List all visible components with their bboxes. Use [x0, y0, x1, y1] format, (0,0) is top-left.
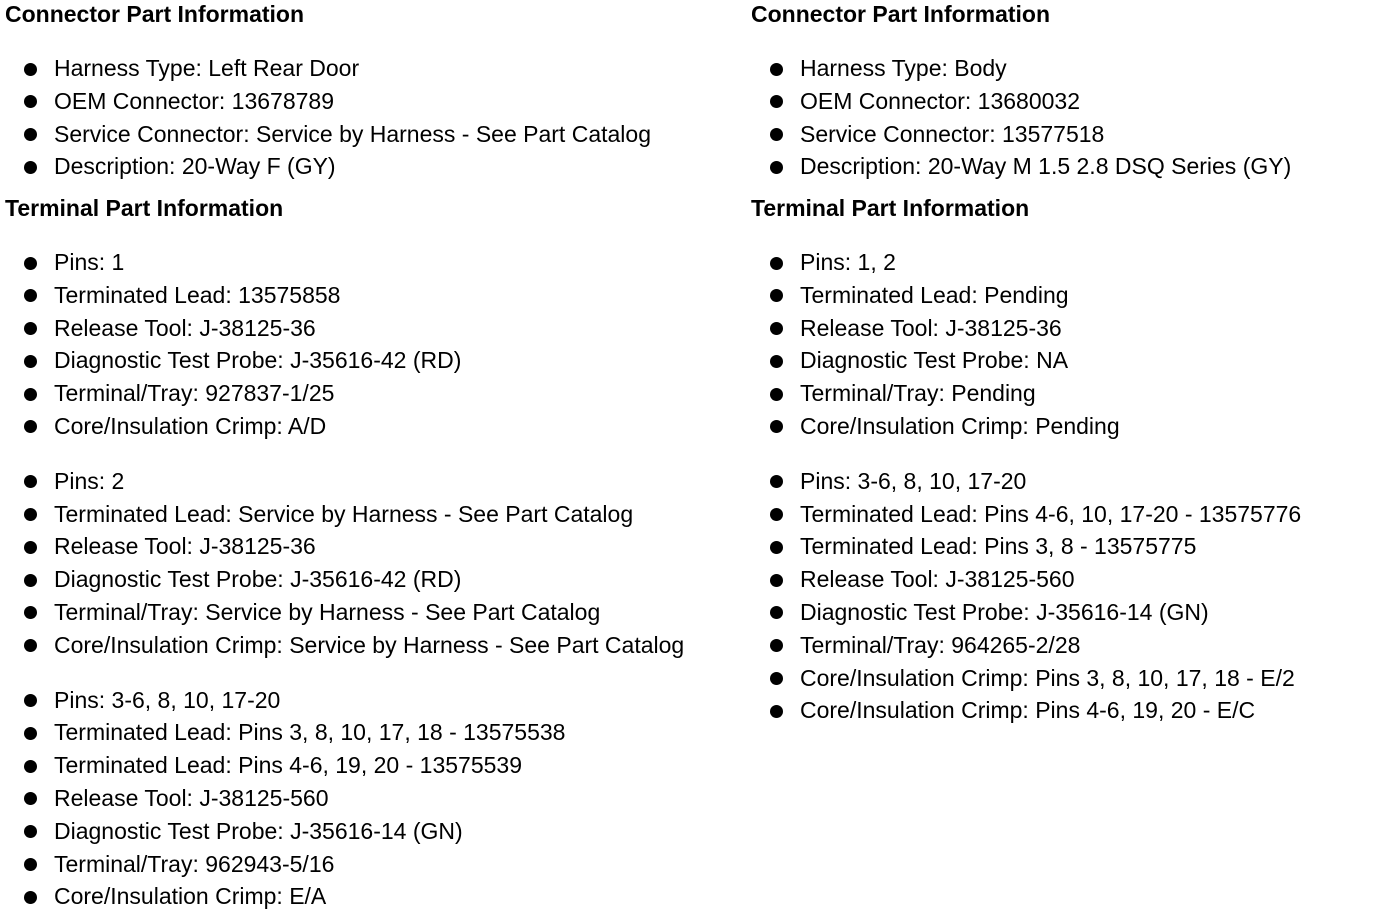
list-item-text: Terminal/Tray: 927837-1/25: [54, 380, 335, 407]
group-spacer: [751, 443, 1371, 465]
bullet-icon: [24, 639, 37, 652]
bullet-icon: [770, 128, 783, 141]
connector-heading: Connector Part Information: [751, 1, 1051, 27]
terminal-group-2: [5, 465, 745, 662]
list-item: [5, 782, 745, 815]
group-spacer: [5, 662, 745, 684]
list-item: [5, 279, 745, 312]
list-item: [751, 85, 1371, 118]
bullet-icon: [770, 257, 783, 270]
bullet-icon: [24, 289, 37, 302]
bullet-icon: [24, 606, 37, 619]
list-item-text: Description: 20-Way M 1.5 2.8 DSQ Series (GY): [800, 153, 1292, 180]
bullet-icon: [770, 355, 783, 368]
bullet-icon: [24, 760, 37, 773]
bullet-icon: [770, 541, 783, 554]
list-item-text: Harness Type: Left Rear Door: [54, 55, 360, 81]
bullet-icon: [770, 322, 783, 335]
bullet-icon: [24, 355, 37, 368]
list-item-text: Terminated Lead: Service by Harness - See Part Catalog: [54, 500, 634, 527]
bullet-icon: [770, 161, 783, 174]
bullet-icon: [24, 161, 37, 174]
list-item: [5, 312, 745, 345]
bullet-icon: [770, 705, 783, 718]
connector-list: [5, 52, 745, 183]
list-item-text: Release Tool: J-38125-560: [54, 784, 329, 811]
list-item: [5, 410, 745, 443]
list-item-text: Terminal/Tray: 962943-5/16: [54, 850, 335, 877]
bullet-icon: [770, 639, 783, 652]
bullet-icon: [24, 388, 37, 401]
bullet-icon: [24, 694, 37, 707]
list-item: [5, 150, 745, 183]
bullet-icon: [770, 574, 783, 587]
list-item-text: Diagnostic Test Probe: NA: [800, 347, 1069, 374]
bullet-icon: [24, 508, 37, 521]
bullet-icon: [24, 825, 37, 838]
bullet-icon: [24, 257, 37, 270]
bullet-icon: [770, 95, 783, 108]
list-item-text: Terminated Lead: Pins 3, 8, 10, 17, 18 - 13575538: [54, 719, 566, 746]
list-item: [751, 563, 1371, 596]
list-item: [5, 880, 745, 913]
list-item-text: Core/Insulation Crimp: Pending: [800, 412, 1120, 439]
list-item: [5, 629, 745, 662]
list-item-text: Diagnostic Test Probe: J-35616-14 (GN): [54, 817, 463, 844]
list-item-text: Terminated Lead: Pins 4-6, 19, 20 - 13575539: [54, 752, 522, 779]
list-item: [751, 410, 1371, 443]
left-connector-column: [5, 0, 745, 913]
list-item: [751, 530, 1371, 563]
list-item: [5, 530, 745, 563]
list-item-text: Terminated Lead: Pending: [800, 281, 1069, 308]
list-item: [751, 465, 1371, 498]
list-item: [5, 684, 745, 717]
list-item: [5, 85, 745, 118]
list-item-text: Diagnostic Test Probe: J-35616-42 (RD): [54, 566, 462, 593]
bullet-icon: [770, 606, 783, 619]
bullet-icon: [770, 388, 783, 401]
list-item-text: Diagnostic Test Probe: J-35616-42 (RD): [54, 347, 462, 374]
bullet-icon: [24, 792, 37, 805]
bullet-icon: [770, 475, 783, 488]
list-item: [5, 498, 745, 531]
list-item: [5, 596, 745, 629]
list-item: [751, 246, 1371, 279]
list-item-text: Terminal/Tray: 964265-2/28: [800, 631, 1081, 658]
list-item-text: OEM Connector: 13678789: [54, 87, 335, 114]
list-item-text: Pins: 3-6, 8, 10, 17-20: [54, 686, 281, 713]
list-item: [751, 629, 1371, 662]
list-item-text: Service Connector: 13577518: [800, 120, 1105, 147]
terminal-heading: Terminal Part Information: [5, 195, 284, 221]
list-item: [5, 848, 745, 881]
list-item: [5, 52, 745, 85]
list-item-text: Pins: 1, 2: [800, 249, 896, 275]
list-item: [5, 344, 745, 377]
list-item-text: OEM Connector: 13680032: [800, 87, 1081, 114]
list-item: [5, 563, 745, 596]
bullet-icon: [24, 727, 37, 740]
list-item: [751, 498, 1371, 531]
list-item-text: Release Tool: J-38125-560: [800, 566, 1075, 593]
bullet-icon: [24, 891, 37, 904]
terminal-group-2: [751, 465, 1371, 727]
list-item-text: Description: 20-Way F (GY): [54, 153, 336, 180]
list-item-text: Pins: 1: [54, 249, 125, 275]
bullet-icon: [24, 128, 37, 141]
list-item: [751, 279, 1371, 312]
list-item-text: Core/Insulation Crimp: Service by Harness - See Part Catalog: [54, 631, 685, 658]
list-item-text: Release Tool: J-38125-36: [800, 314, 1062, 341]
bullet-icon: [24, 574, 37, 587]
bullet-icon: [24, 858, 37, 871]
list-item-text: Harness Type: Body: [800, 55, 1007, 81]
terminal-heading: Terminal Part Information: [751, 195, 1030, 221]
list-item: [751, 596, 1371, 629]
bullet-icon: [24, 420, 37, 433]
bullet-icon: [24, 475, 37, 488]
list-item-text: Terminated Lead: Pins 3, 8 - 13575775: [800, 533, 1197, 560]
list-item: [5, 749, 745, 782]
list-item: [751, 694, 1371, 727]
list-item: [751, 662, 1371, 695]
list-item-text: Terminal/Tray: Service by Harness - See Part Catalog: [54, 598, 601, 625]
list-item: [751, 344, 1371, 377]
list-item-text: Core/Insulation Crimp: Pins 3, 8, 10, 17, 18 - E/2: [800, 664, 1295, 691]
bullet-icon: [770, 289, 783, 302]
list-item: [5, 465, 745, 498]
list-item-text: Core/Insulation Crimp: E/A: [54, 883, 327, 910]
list-item-text: Terminated Lead: 13575858: [54, 281, 341, 308]
list-item: [5, 716, 745, 749]
list-item: [5, 118, 745, 151]
bullet-icon: [24, 541, 37, 554]
list-item: [751, 377, 1371, 410]
list-item: [751, 150, 1371, 183]
bullet-icon: [24, 63, 37, 76]
list-item-text: Core/Insulation Crimp: Pins 4-6, 19, 20 - E/C: [800, 697, 1256, 724]
list-item-text: Terminal/Tray: Pending: [800, 380, 1036, 407]
list-item: [751, 118, 1371, 151]
terminal-group-3: [5, 684, 745, 914]
list-item: [5, 377, 745, 410]
list-item-text: Pins: 3-6, 8, 10, 17-20: [800, 467, 1027, 494]
list-item-text: Core/Insulation Crimp: A/D: [54, 412, 327, 439]
list-item-text: Pins: 2: [54, 467, 125, 494]
list-item-text: Terminated Lead: Pins 4-6, 10, 17-20 - 13575776: [800, 500, 1302, 527]
group-spacer: [5, 443, 745, 465]
list-item: [5, 246, 745, 279]
connector-list-container: [5, 52, 745, 194]
list-item: [751, 312, 1371, 345]
list-item: [751, 52, 1371, 85]
bullet-icon: [24, 95, 37, 108]
right-connector-column: [751, 0, 1371, 727]
connector-heading: Connector Part Information: [5, 1, 305, 27]
bullet-icon: [770, 63, 783, 76]
bullet-icon: [24, 322, 37, 335]
list-item-text: Release Tool: J-38125-36: [54, 314, 316, 341]
list-item-text: Diagnostic Test Probe: J-35616-14 (GN): [800, 598, 1209, 625]
bullet-icon: [770, 508, 783, 521]
bullet-icon: [770, 420, 783, 433]
list-item-text: Service Connector: Service by Harness - See Part Catalog: [54, 120, 651, 147]
terminal-group-1: [751, 246, 1371, 443]
list-item-text: Release Tool: J-38125-36: [54, 533, 316, 560]
list-item: [5, 815, 745, 848]
connector-list-container: [751, 52, 1371, 194]
terminal-group-1: [5, 246, 745, 443]
connector-list: [751, 52, 1371, 183]
bullet-icon: [770, 672, 783, 685]
